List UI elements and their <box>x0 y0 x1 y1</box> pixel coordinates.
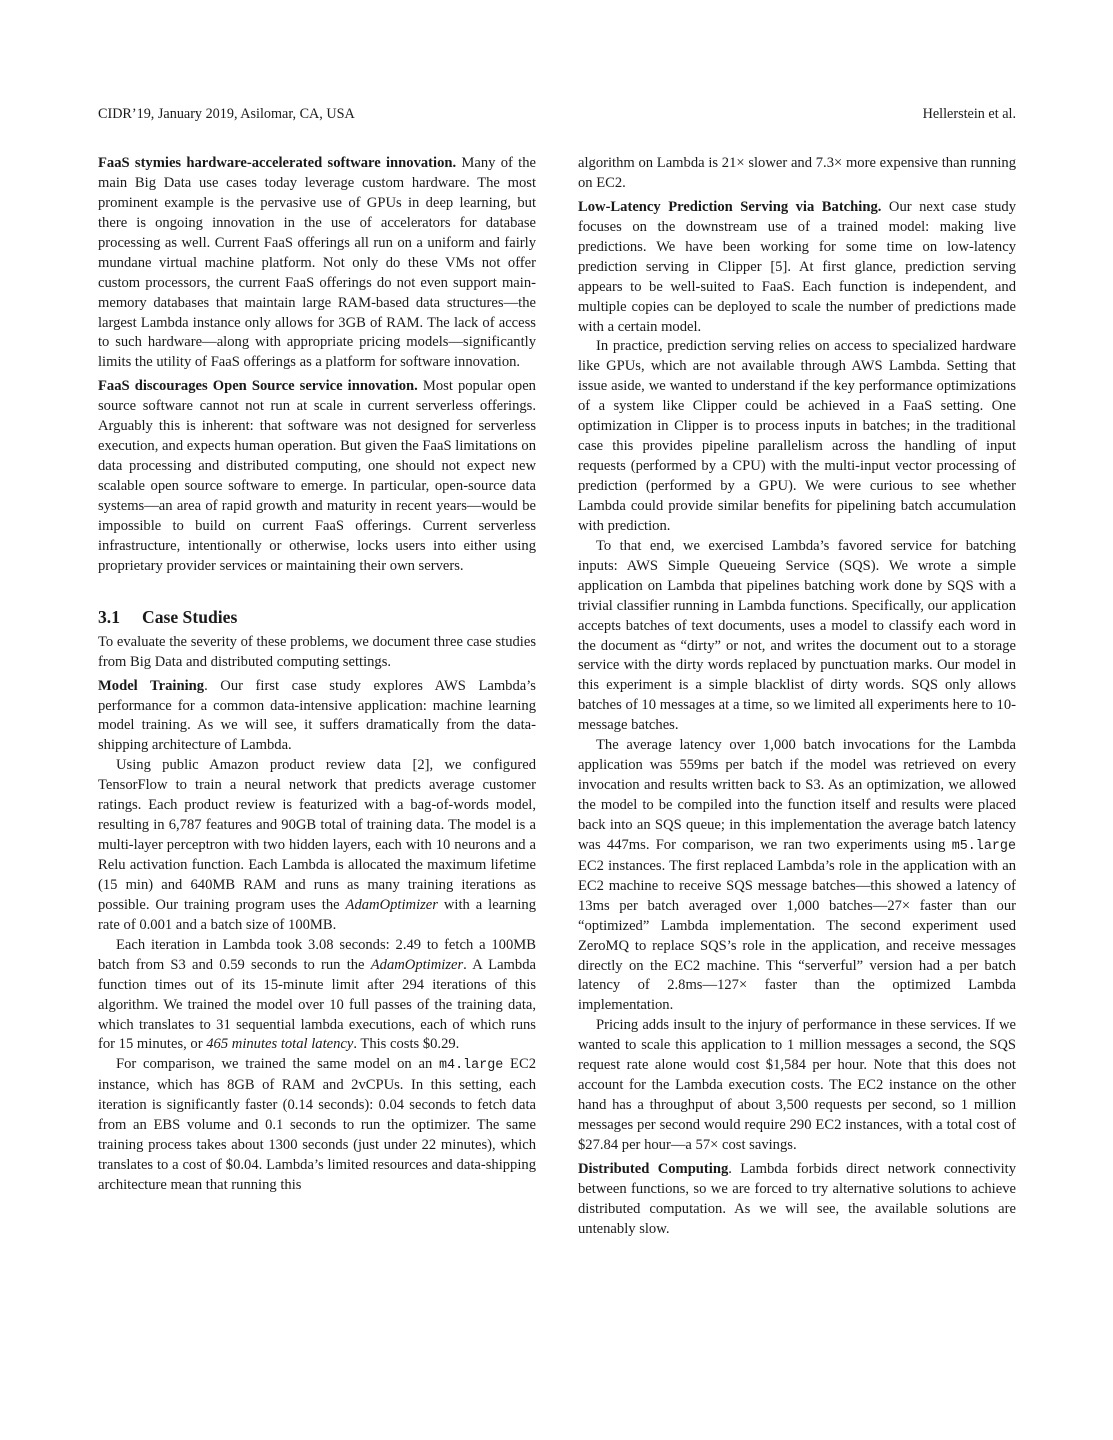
paragraph-continued: algorithm on Lambda is 21× slower and 7.3× more expensive than running on EC2. <box>578 155 1016 191</box>
left-column <box>98 154 536 1196</box>
paragraph-distributed-computing <box>578 1160 1016 1240</box>
right-column <box>578 154 1016 1240</box>
paragraph-title: Model Training <box>98 677 205 694</box>
section-title: Case Studies <box>142 606 238 627</box>
section-heading <box>98 605 536 629</box>
emphasis: 465 minutes total latency <box>206 1036 354 1053</box>
paragraph-hardware-innovation <box>98 154 536 373</box>
paragraph-latency-results: The average latency over 1,000 batch invocations for the Lambda application was 559ms per batch if the model was retrieved on every invocation and results written back to S3. As an optimization, we allowed the model to be compiled into the function itself and results were placed back into an SQS queue; in this implementation the average batch latency was 447ms. For comparison, we ran two experiments using m5.large EC2 instances. The first replaced Lambda’s role in the application with an EC2 machine to receive SQS message batches—this showed a latency of 13ms per batch averaged over 1,000 batches—27× faster than our “optimized” Lambda implementation. The second experiment used ZeroMQ to replace SQS’s role in the application, and receive messages directly on the EC2 machine. This “serverful” version had a per batch latency of 2.8ms—127× faster than the optimized Lambda implementation. <box>578 737 1016 1014</box>
paragraph-pricing: Pricing adds insult to the injury of performance in these services. If we wanted to scale this application to 1 million messages a second, the SQS request rate alone would cost $1,584 per hour. Note that this does not account for the Lambda execution costs. The EC2 instance on the other hand has a throughput of about 3,500 requests per second, so 1 million messages per second would require 290 EC2 instances, with a total cost of $27.84 per hour—a 57× cost savings. <box>578 1017 1016 1153</box>
paragraph-body: Our next case study focuses on the downstream use of a trained model: making live predictions. We have been working for some time on low-latency prediction serving in Clipper [5]. At first glance, prediction serving appears to be well-suited to FaaS. Each function is independent, and multiple copies can be deployed to scale the number of predictions made with a certain model. <box>578 198 1017 335</box>
paragraph-ec2-comparison: For comparison, we trained the same model on an m4.large EC2 instance, which has 8GB of RAM and 2vCPUs. In this setting, each iteration is significantly faster (0.14 seconds): 0.04 seconds to fetch data from an EBS volume and 0.1 seconds to run the optimizer. The same training process takes about 1300 seconds (just under 22 minutes), which translates to a cost of $0.04. Lambda’s limited resources and data-shipping architecture mean that running this <box>98 1056 536 1193</box>
section-number: 3.1 <box>98 606 120 627</box>
emphasis: AdamOptimizer <box>370 956 464 973</box>
paragraph-open-source <box>98 377 536 576</box>
paragraph-lambda-iteration: Each iteration in Lambda took 3.08 seconds: 2.49 to fetch a 100MB batch from S3 and 0.59 seconds to run the AdamOptimizer. A Lambda function times out of its 15-minute limit after 294 iterations of this algorithm. We trained the model over 10 full passes of the training data, which translates to 31 sequential lambda executions, each of which runs for 15 minutes, or 465 minutes total latency. This costs $0.29. <box>98 936 536 1053</box>
header-venue: CIDR’19, January 2019, Asilomar, CA, USA <box>98 106 355 122</box>
paragraph-title: FaaS stymies hardware-accelerated software innovation. <box>98 155 457 171</box>
paragraph-intro: To evaluate the severity of these problems, we document three case studies from Big Data and distributed computing settings. <box>98 633 536 670</box>
paragraph-sqs-batching: To that end, we exercised Lambda’s favored service for batching inputs: AWS Simple Queueing Service (SQS). We wrote a simple application on Lambda that pipelines batching work done by SQS with a trivial classifier running in Lambda functions. Specifically, our application accepts batches of text documents, uses a model to classify each word in the document as “dirty” or not, and writes the document out to a storage service with the dirty words replaced by punctuation marks. Our model in this experiment is a simple blacklist of dirty words. SQS only allows batches of 10 messages at a time, so we limited all experiments here to 10-message batches. <box>578 537 1016 734</box>
paragraph-body: Many of the main Big Data use cases today leverage custom hardware. The most prominent example is the pervasive use of GPUs in deep learning, but there is ongoing innovation in the use of accelerators for database processing as well. Current FaaS offerings all run on a uniform and fairly mundane virtual machine platform. Not only do these VMs not offer custom processors, the current FaaS offerings do not even support main-memory databases that maintain large RAM-based data structures—the largest Lambda instance only allows for 3GB of RAM. The lack of access to such hardware—along with appropriate pricing models—significantly limits the utility of FaaS offerings as a platform for software innovation. <box>98 155 536 371</box>
paragraph-title: FaaS discourages Open Source service innovation. <box>98 378 418 395</box>
paragraph-model-training <box>98 677 536 757</box>
emphasis: AdamOptimizer <box>345 896 438 913</box>
paragraph-gpu-clipper: In practice, prediction serving relies on access to specialized hardware like GPUs, which are not available through AWS Lambda. Setting that issue aside, we wanted to understand if the key performance optimizations of a system like Clipper could be achieved in a FaaS setting. One optimization in Clipper is to process inputs in batches; in the traditional case this provides pipeline parallelism across the handling of input requests (performed by a CPU) with the multi-input vector processing of prediction (performed by a GPU). We were curious to see whether Lambda could provide similar benefits for pipelining batch accumulation with prediction. <box>578 338 1016 534</box>
paragraph-training-setup: Using public Amazon product review data [2], we configured TensorFlow to train a neural network that predicts average customer ratings. Each product review is featurized with a bag-of-words model, resulting in 6,787 features and 90GB total of training data. The model is a multi-layer perceptron with two hidden layers, each with 10 neurons and a Relu activation function. Each Lambda is allocated the maximum lifetime (15 min) and 640MB RAM and runs as many training iterations as possible. Our training program uses the AdamOptimizer with a learning rate of 0.001 and a batch size of 100MB. <box>98 757 536 933</box>
header-authors: Hellerstein et al. <box>922 106 1016 122</box>
code-inline: m4.large <box>439 1058 504 1074</box>
paragraph-body: . Lambda forbids direct network connectivity between functions, so we are forced to try alternative solutions to achieve distributed computation. As we will see, the available solutions are untenably slow. <box>578 1160 1016 1237</box>
paragraph-prediction-serving <box>578 198 1016 338</box>
paragraph-body: . Our first case study explores AWS Lambda’s performance for a common data-intensive application: machine learning model training. As we will see, it suffers dramatically from the data-shipping architecture of Lambda. <box>98 677 536 754</box>
code-inline: m5.large <box>951 838 1016 854</box>
paragraph-title: Distributed Computing <box>578 1160 729 1177</box>
paragraph-body: Most popular open source software cannot not run at scale in current serverless offerings. Arguably this is inherent: that software was not designed for serverless execution, and expects human operation. But given the FaaS limitations on data processing and distributed computing, one should not expect new scalable open source software to emerge. In particular, open-source data systems—an area of rapid growth and maturity in recent years—would be impossible to build on current FaaS offerings. Current serverless infrastructure, intentionally or otherwise, locks users into either using proprietary provider services or maintaining their own servers. <box>98 378 536 574</box>
paragraph-title: Low-Latency Prediction Serving via Batching. <box>578 198 882 215</box>
